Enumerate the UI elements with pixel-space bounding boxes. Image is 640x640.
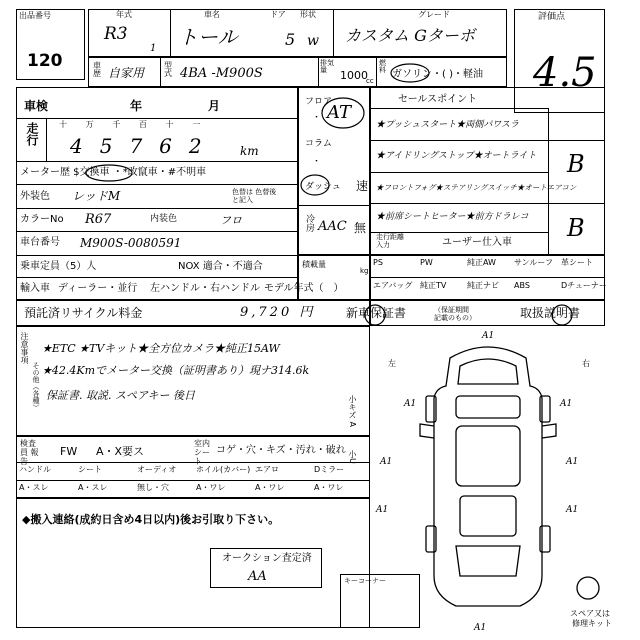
inspect-head-3: ホイル(カバー) (196, 465, 251, 474)
month-unit: 月 (208, 99, 221, 113)
notes-title: 注意事項 (20, 332, 29, 364)
grade-label: グレード (418, 10, 450, 19)
notes-sub: その他（各種） (32, 362, 40, 411)
inspect-val-4: A・ワレ (255, 483, 285, 492)
interior-label: 内装色 (150, 214, 178, 224)
sales-item-4: ★前席シートヒーター★前方ドラレコ (376, 212, 529, 222)
shape-label: 形状 (300, 10, 316, 19)
interior-value: フロ (220, 214, 242, 227)
cc-label: 排気量 (320, 59, 334, 74)
score: 4.5 (533, 50, 597, 96)
grade: カスタム Gターボ (345, 26, 475, 45)
key-label: キーコーナー (344, 577, 386, 585)
meter-history: メーター歴 $交換車 ・*改竄車・#不明車 (20, 167, 207, 178)
inspect-head-2: オーディオ (137, 465, 177, 474)
spare-label-2: 修理キット (572, 619, 612, 628)
stamp-value: AA (248, 569, 267, 584)
stamp-label: オークション査定済 (222, 553, 312, 564)
pickup-notice: ◆搬入連絡(成約日含め4日以内)後お引取り下さい。 (22, 513, 280, 526)
maker-label: 車名 (204, 10, 220, 19)
interior-seat-label: 室内シート (194, 439, 210, 466)
side-scratch-text: 小キズ A (348, 395, 357, 428)
cc-value: 1000 (340, 69, 368, 82)
inspect-value-row (16, 484, 370, 496)
digit-header-0: 十 (59, 120, 67, 129)
mileage-label: 走行 (25, 122, 39, 146)
diagram-right: 右 (582, 359, 590, 368)
inspect-header-row (16, 466, 370, 478)
grade-b-2: B (567, 214, 585, 242)
lot-label: 出品番号 (19, 11, 51, 20)
inspect-val-5: A・ワレ (314, 483, 344, 492)
car-diagram (370, 326, 612, 636)
year-value: R3 (104, 24, 128, 44)
digit-header-2: 千 (112, 120, 121, 129)
model-label: 型式 (164, 61, 172, 78)
sales-item-2: ★アイドリングストップ★オートライト (376, 151, 537, 161)
equip-item-2-2: 純正ナビ (467, 281, 499, 290)
inspect-val-1: A・スレ (78, 483, 108, 492)
doors: 5 (285, 30, 296, 49)
door-label: ドア (270, 10, 286, 19)
equip-item-1-0: PS (373, 258, 383, 267)
a-x-label: A・X要ス (96, 445, 145, 458)
color-note: 色替は 色替後と記入 (232, 188, 277, 205)
type-value: 自家用 (108, 66, 145, 80)
equip-item-1-2: 純正AW (467, 258, 496, 267)
equip-item-1-4: 革シート (561, 258, 593, 267)
dash-circle (300, 174, 330, 196)
model-value: 4BA -M900S (180, 66, 263, 81)
note-line-2: ★42.4Kmでメーター交換（証明書あり）現ナ314.6k (42, 364, 310, 377)
shinsha-note: （保証期間 記載のもの） (434, 306, 476, 323)
equip-item-2-3: ABS (514, 281, 530, 290)
equip-item-2-4: Dチューナー (561, 281, 607, 290)
dent-text: 小U (348, 450, 357, 464)
mark-ml: A1 (380, 457, 393, 467)
at-circle (320, 96, 366, 130)
equip-item-2-1: 純正TV (420, 281, 447, 290)
inspect-val-2: 無し・穴 (137, 483, 169, 492)
damage-label: コゲ・穴・キズ・汚れ・破れ (216, 445, 346, 456)
ac-label: 冷房 (304, 214, 314, 232)
mark-rr: A1 (566, 505, 579, 515)
mark-fl: A1 (404, 399, 417, 409)
digit-header-4: 十 (165, 120, 174, 129)
mileage-value: 45762 (70, 134, 219, 158)
digit-header-1: 万 (85, 120, 94, 129)
fuel-label: 燃料 (379, 59, 386, 74)
load-unit: kg (360, 267, 369, 275)
equip-row-1 (370, 259, 605, 275)
recycle-value: 9,720 円 (240, 305, 316, 320)
digit-headers (56, 121, 216, 133)
at-value: AT (327, 102, 352, 123)
nox: NOX 適合・不適合 (178, 261, 263, 272)
inspect-head-0: ハンドル (19, 465, 51, 474)
speed-label: 速 (356, 179, 369, 193)
equip-row-2 (370, 282, 605, 298)
equip-item-2-0: エアバッグ (373, 281, 413, 290)
fuel-value: ガソリン・( )・軽油 (392, 69, 483, 80)
inspect-val-3: A・ワレ (196, 483, 226, 492)
sales-title: セールスポイント (398, 94, 478, 105)
mark-front: A1 (482, 331, 495, 341)
model-year: モデル年式（ ） (264, 283, 344, 294)
mileage-unit: km (240, 144, 259, 158)
cc-unit: cc (366, 77, 374, 85)
type-label: 車歴 (93, 61, 101, 78)
mark-mr: A1 (566, 457, 579, 467)
capacity: 乗車定員（5）人 (20, 261, 97, 272)
equip-item-1-3: サンルーフ (514, 258, 553, 267)
equip-item-1-1: PW (420, 258, 433, 267)
dealer: ディーラー・並行 (58, 283, 138, 294)
import-label: 輸入車 (20, 283, 50, 294)
color-label: 外装色 (20, 191, 50, 202)
meter-circle (84, 163, 134, 183)
inspection-label: 車検 (24, 99, 49, 113)
manual-label: 取扱説明書 (520, 306, 581, 320)
load-label: 積載量 (302, 260, 326, 269)
user-label: ユーザー仕入車 (442, 237, 512, 248)
grade-b-1: B (567, 150, 585, 178)
shinsha-warranty: 新車保証書 (346, 306, 407, 320)
mark-rl: A1 (376, 505, 389, 515)
chassis-value: M900S-0080591 (80, 236, 182, 250)
diagram-left: 左 (388, 359, 396, 368)
colorno-value: R67 (85, 212, 112, 227)
floor-label: フロア (305, 97, 333, 107)
chassis-label: 車台番号 (20, 237, 60, 248)
fw-label: FW (60, 445, 78, 458)
sales-item-3: ★フロントフォグ★ステアリングスイッチ★オートエアコン (376, 183, 577, 192)
shape: w (307, 33, 319, 49)
month-value: 1 (150, 43, 157, 54)
year-unit: 年 (130, 99, 143, 113)
year-label: 年式 (116, 10, 132, 19)
digit-header-5: 一 (192, 120, 201, 129)
mark-rear: A1 (474, 623, 487, 633)
note-line-1: ★ETC ★TVキット★全方位カメラ★純正15AW (42, 342, 280, 355)
fuel-circle (389, 62, 431, 84)
inspect-label: 検査員 報告 (20, 439, 39, 466)
sales-item-1: ★プッシュスタート★両側パワスラ (376, 120, 519, 130)
spare-label: スペア又は (570, 609, 610, 618)
dash-label: ダッシュ (305, 182, 341, 192)
column-label: コラム (305, 139, 332, 149)
color-value: レッドM (72, 189, 121, 203)
note-line-3: 保証書. 取説. スペアキー 後日 (46, 389, 196, 402)
handle: 左ハンドル・右ハンドル (150, 283, 260, 294)
inspect-head-4: エアロ (255, 465, 279, 474)
lot-number: 120 (27, 51, 63, 71)
ac-value: AAC (318, 219, 347, 234)
inspect-val-0: A・スレ (19, 483, 49, 492)
colorno-label: カラーNo (20, 214, 64, 225)
mark-fr: A1 (560, 399, 573, 409)
car-name: トール (178, 25, 238, 49)
digit-header-3: 百 (139, 120, 147, 129)
recycle-label: 預託済リサイクル料金 (24, 306, 143, 320)
score-label: 評価点 (538, 12, 566, 22)
sakko-label: 走行距離 入力 (376, 233, 404, 249)
inspect-head-5: Dミラー (314, 465, 345, 474)
inspect-head-1: シート (78, 465, 102, 474)
none-label: 無 (354, 221, 367, 235)
